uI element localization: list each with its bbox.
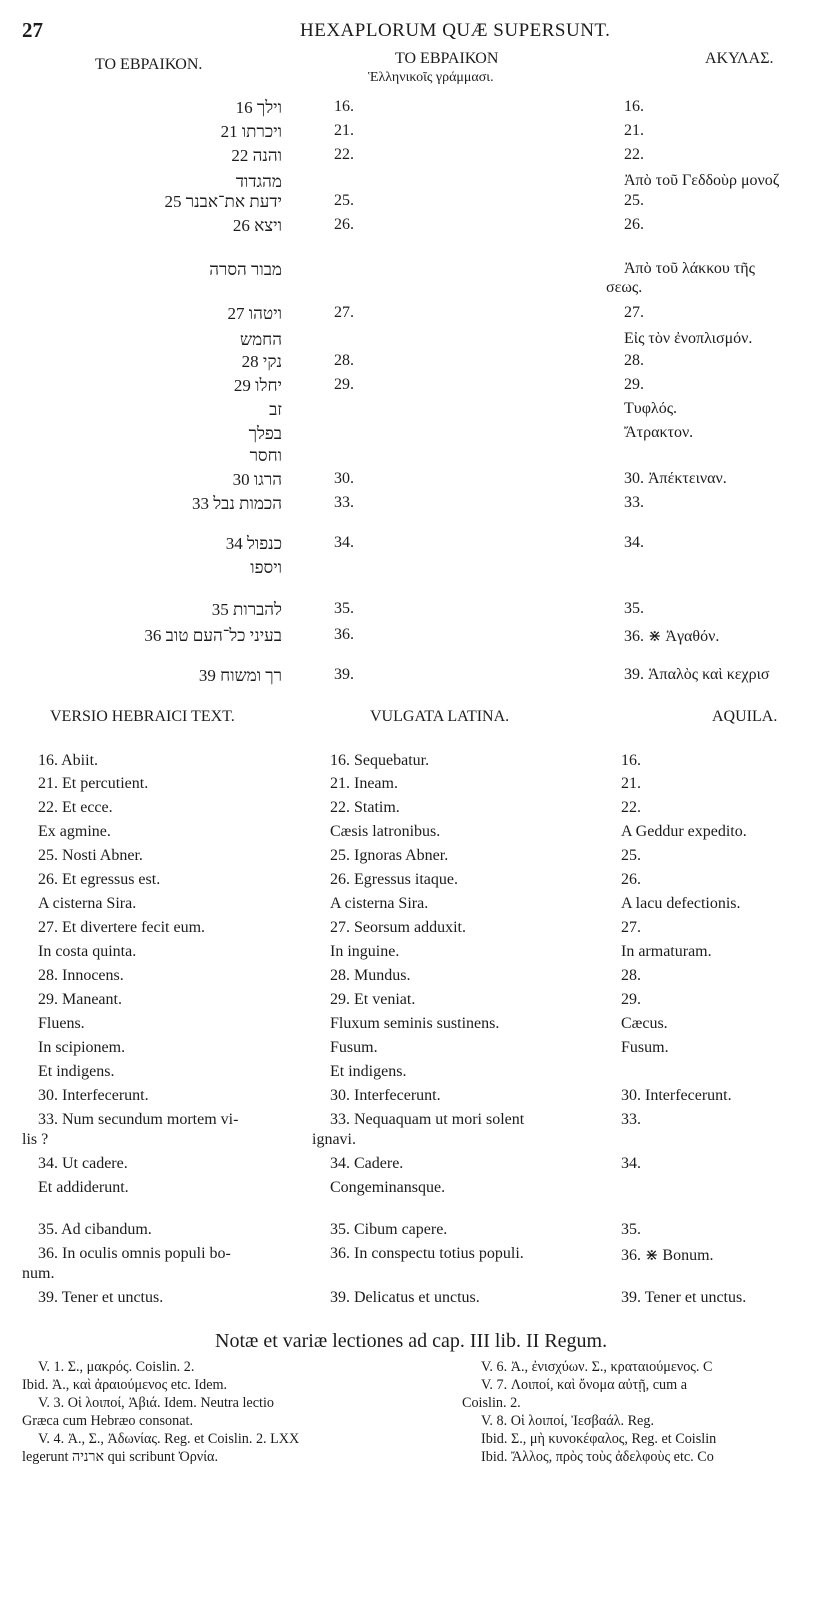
- note-left-line: Ibid. Ἀ., καὶ ἀραιούμενος etc. Idem.: [22, 1377, 228, 1393]
- hebrew-line: בפלך: [248, 424, 282, 443]
- hebrew-line: ויספו: [250, 558, 282, 577]
- note-right-line: V. 8. Οἱ λοιποί, Ἰεσβαάλ. Reg.: [481, 1413, 654, 1429]
- aquila-greek-line: 21.: [624, 122, 644, 139]
- vulgata-line: Fusum.: [330, 1039, 378, 1056]
- hebrew-line: להברות 35: [211, 600, 282, 619]
- transliteration-line: 29.: [334, 376, 354, 393]
- aquila-latin-line: 22.: [621, 799, 641, 816]
- aquila-greek-line: 33.: [624, 494, 644, 511]
- vulgata-line: 35. Cibum capere.: [330, 1221, 448, 1238]
- transliteration-line: 39.: [334, 666, 354, 683]
- notes-title: Notæ et variæ lectiones ad cap. III lib. II Regum.: [215, 1330, 608, 1352]
- versio-line: Et indigens.: [38, 1063, 115, 1080]
- vulgata-line: 39. Delicatus et unctus.: [330, 1289, 480, 1306]
- hebrew-line: נקי 28: [241, 352, 282, 371]
- vulgata-line: 34. Cadere.: [330, 1155, 404, 1172]
- aquila-greek-line: 28.: [624, 352, 644, 369]
- vulgata-line: A cisterna Sira.: [330, 895, 429, 912]
- aquila-latin-line: A lacu defectionis.: [621, 895, 741, 912]
- aquila-greek-line: Ἀπὸ τοῦ Γεδδοὺρ μονοζ: [624, 172, 780, 189]
- versio-line: 36. In oculis omnis populi bo-: [38, 1245, 231, 1262]
- note-right-line: V. 7. Λοιποί, καὶ ὄνομα αὐτῇ, cum a: [481, 1377, 688, 1393]
- transliteration-line: 36.: [334, 626, 354, 643]
- header-hebrew-greek-letters: ΤΟ ΕΒΡΑΙΚΟΝ: [395, 50, 499, 67]
- aquila-latin-line: In armaturam.: [621, 943, 712, 960]
- hebrew-line: ויצא 26: [232, 216, 282, 235]
- hebrew-line: וילך 16: [235, 98, 282, 117]
- vulgata-line: 16. Sequebatur.: [330, 752, 430, 769]
- note-right-line: V. 6. Ἀ., ἐνισχύων. Σ., κραταιούμενος. C: [481, 1359, 713, 1375]
- note-left-line: legerunt ארניה qui scribunt Ὀρνία.: [22, 1449, 219, 1465]
- transliteration-line: 16.: [334, 98, 354, 115]
- hebrew-line: הרגו 30: [232, 470, 282, 489]
- aquila-latin-line: 26.: [621, 871, 641, 888]
- aquila-greek-line: 35.: [624, 600, 644, 617]
- transliteration-line: 21.: [334, 122, 354, 139]
- aquila-greek-line: 39. Ἁπαλὸς καὶ κεχρισ: [624, 666, 770, 683]
- versio-line: 25. Nosti Abner.: [38, 847, 143, 864]
- transliteration-line: 27.: [334, 304, 354, 321]
- aquila-latin-line: Cæcus.: [621, 1015, 668, 1032]
- aquila-latin-line: 30. Interfecerunt.: [621, 1087, 732, 1104]
- versio-line: In scipionem.: [38, 1039, 126, 1056]
- vulgata-line: 29. Et veniat.: [330, 991, 416, 1008]
- transliteration-line: 35.: [334, 600, 354, 617]
- header-aquila-latin: AQUILA.: [712, 708, 778, 725]
- hebrew-line: ויטהו 27: [227, 304, 282, 323]
- aquila-latin-line: 35.: [621, 1221, 641, 1238]
- hebrew-line: מבור הסרה: [209, 260, 282, 279]
- versio-line: 28. Innocens.: [38, 967, 124, 984]
- note-left-line: Græca cum Hebræo consonat.: [22, 1413, 193, 1429]
- vulgata-line: 30. Interfecerunt.: [330, 1087, 441, 1104]
- aquila-greek-line: 22.: [624, 146, 644, 163]
- aquila-greek-line: Εἰς τὸν ἐνοπλισμόν.: [624, 330, 753, 347]
- versio-line: Ex agmine.: [38, 823, 111, 840]
- aquila-latin-line: 29.: [621, 991, 641, 1008]
- aquila-greek-line: σεως.: [606, 279, 643, 296]
- aquila-greek-line: Τυφλός.: [624, 400, 678, 417]
- versio-line: 30. Interfecerunt.: [38, 1087, 149, 1104]
- aquila-latin-line: A Geddur expedito.: [621, 823, 747, 840]
- aquila-latin-line: Fusum.: [621, 1039, 669, 1056]
- transliteration-line: 34.: [334, 534, 354, 551]
- aquila-greek-line: 25.: [624, 192, 644, 209]
- hebrew-line: מהגדוד: [235, 172, 282, 191]
- vulgata-line: 27. Seorsum adduxit.: [330, 919, 466, 936]
- vulgata-line: Congeminansque.: [330, 1179, 446, 1196]
- aquila-latin-line: 34.: [621, 1155, 641, 1172]
- versio-line: 16. Abiit.: [38, 752, 99, 769]
- transliteration-line: 25.: [334, 192, 354, 209]
- note-left-line: V. 3. Οἱ λοιποί, Ἀβιά. Idem. Neutra lectio: [38, 1395, 274, 1411]
- versio-line: A cisterna Sira.: [38, 895, 137, 912]
- vulgata-line: In inguine.: [330, 943, 400, 960]
- page-number: 27: [22, 18, 43, 42]
- aquila-latin-line: 36. ⋇ Bonum.: [621, 1247, 714, 1264]
- hebrew-line: ויכרתו 21: [220, 122, 282, 141]
- vulgata-line: ignavi.: [312, 1131, 356, 1148]
- versio-line: 27. Et divertere fecit eum.: [38, 919, 206, 936]
- hebrew-line: הכמות נבל 33: [191, 494, 282, 513]
- vulgata-line: 36. In conspectu totius populi.: [330, 1245, 524, 1262]
- vulgata-line: Et indigens.: [330, 1063, 407, 1080]
- transliteration-line: 33.: [334, 494, 354, 511]
- vulgata-line: 26. Egressus itaque.: [330, 871, 458, 888]
- aquila-greek-line: 16.: [624, 98, 644, 115]
- versio-line: num.: [22, 1265, 55, 1282]
- transliteration-line: 28.: [334, 352, 354, 369]
- hebrew-line: זב: [269, 400, 282, 419]
- versio-line: 26. Et egressus est.: [38, 871, 161, 888]
- versio-line: lis ?: [22, 1131, 49, 1148]
- vulgata-line: 22. Statim.: [330, 799, 400, 816]
- vulgata-line: 33. Nequaquam ut mori solent: [330, 1111, 525, 1128]
- versio-line: 34. Ut cadere.: [38, 1155, 128, 1172]
- aquila-greek-line: 26.: [624, 216, 644, 233]
- transliteration-line: 22.: [334, 146, 354, 163]
- aquila-greek-line: Ἀπὸ τοῦ λάκκου τῆς: [624, 260, 755, 277]
- hebrew-line: יחלו 29: [233, 376, 282, 395]
- versio-line: 35. Ad cibandum.: [38, 1221, 152, 1238]
- header-vulgata: VULGATA LATINA.: [370, 708, 510, 725]
- hebrew-line: החמש: [240, 330, 282, 349]
- aquila-greek-line: 36. ⋇ Ἀγαθόν.: [624, 628, 720, 645]
- aquila-greek-line: 27.: [624, 304, 644, 321]
- versio-line: In costa quinta.: [38, 943, 137, 960]
- hebrew-line: ידעת את־אבנר 25: [164, 192, 282, 211]
- aquila-greek-line: 34.: [624, 534, 644, 551]
- aquila-latin-line: 28.: [621, 967, 641, 984]
- aquila-latin-line: 21.: [621, 775, 641, 792]
- vulgata-line: 25. Ignoras Abner.: [330, 847, 449, 864]
- vulgata-line: 21. Ineam.: [330, 775, 398, 792]
- note-left-line: V. 4. Ἀ., Σ., Ἀδωνίας. Reg. et Coislin. 2. LXX: [38, 1431, 300, 1447]
- running-title: HEXAPLORUM QUÆ SUPERSUNT.: [300, 20, 611, 41]
- hebrew-line: רך ומשוח 39: [198, 666, 282, 685]
- aquila-latin-line: 39. Tener et unctus.: [621, 1289, 747, 1306]
- aquila-greek-line: Ἄτρακτον.: [624, 424, 694, 441]
- versio-line: 21. Et percutient.: [38, 775, 149, 792]
- header-hebrew: ΤΟ ΕΒΡΑΙΚΟΝ.: [95, 56, 203, 73]
- hebrew-line: כנפול 34: [225, 534, 282, 553]
- header-hebrew-greek-letters-sub: Ἑλληνικοῖς γράμμασι.: [368, 70, 494, 85]
- hebrew-line: בעיני כל־העם טוב 36: [144, 626, 282, 645]
- versio-line: 33. Num secundum mortem vi-: [38, 1111, 239, 1128]
- header-aquila-greek: ΑΚΥΛΑΣ.: [705, 50, 774, 67]
- versio-line: 39. Tener et unctus.: [38, 1289, 164, 1306]
- header-versio-hebraici: VERSIO HEBRAICI TEXT.: [50, 708, 235, 725]
- transliteration-line: 26.: [334, 216, 354, 233]
- hebrew-line: והנה 22: [231, 146, 282, 165]
- versio-line: 22. Et ecce.: [38, 799, 113, 816]
- note-right-line: Ibid. Σ., μὴ κυνοκέφαλος, Reg. et Coislin: [481, 1431, 717, 1447]
- vulgata-line: Fluxum seminis sustinens.: [330, 1015, 500, 1032]
- aquila-greek-line: 30. Ἀπέκτειναν.: [624, 470, 727, 487]
- transliteration-line: 30.: [334, 470, 354, 487]
- aquila-greek-line: 29.: [624, 376, 644, 393]
- aquila-latin-line: 27.: [621, 919, 641, 936]
- versio-line: Et addiderunt.: [38, 1179, 129, 1196]
- aquila-latin-line: 16.: [621, 752, 641, 769]
- hebrew-line: וחסר: [249, 446, 282, 465]
- note-right-line: Coislin. 2.: [462, 1395, 521, 1411]
- note-left-line: V. 1. Σ., μακρός. Coislin. 2.: [38, 1359, 195, 1375]
- aquila-latin-line: 33.: [621, 1111, 641, 1128]
- aquila-latin-line: 25.: [621, 847, 641, 864]
- vulgata-line: Cæsis latronibus.: [330, 823, 441, 840]
- versio-line: Fluens.: [38, 1015, 85, 1032]
- vulgata-line: 28. Mundus.: [330, 967, 411, 984]
- versio-line: 29. Maneant.: [38, 991, 122, 1008]
- note-right-line: Ibid. Ἄλλος, πρὸς τοὺς ἀδελφοὺς etc. Co: [481, 1449, 714, 1465]
